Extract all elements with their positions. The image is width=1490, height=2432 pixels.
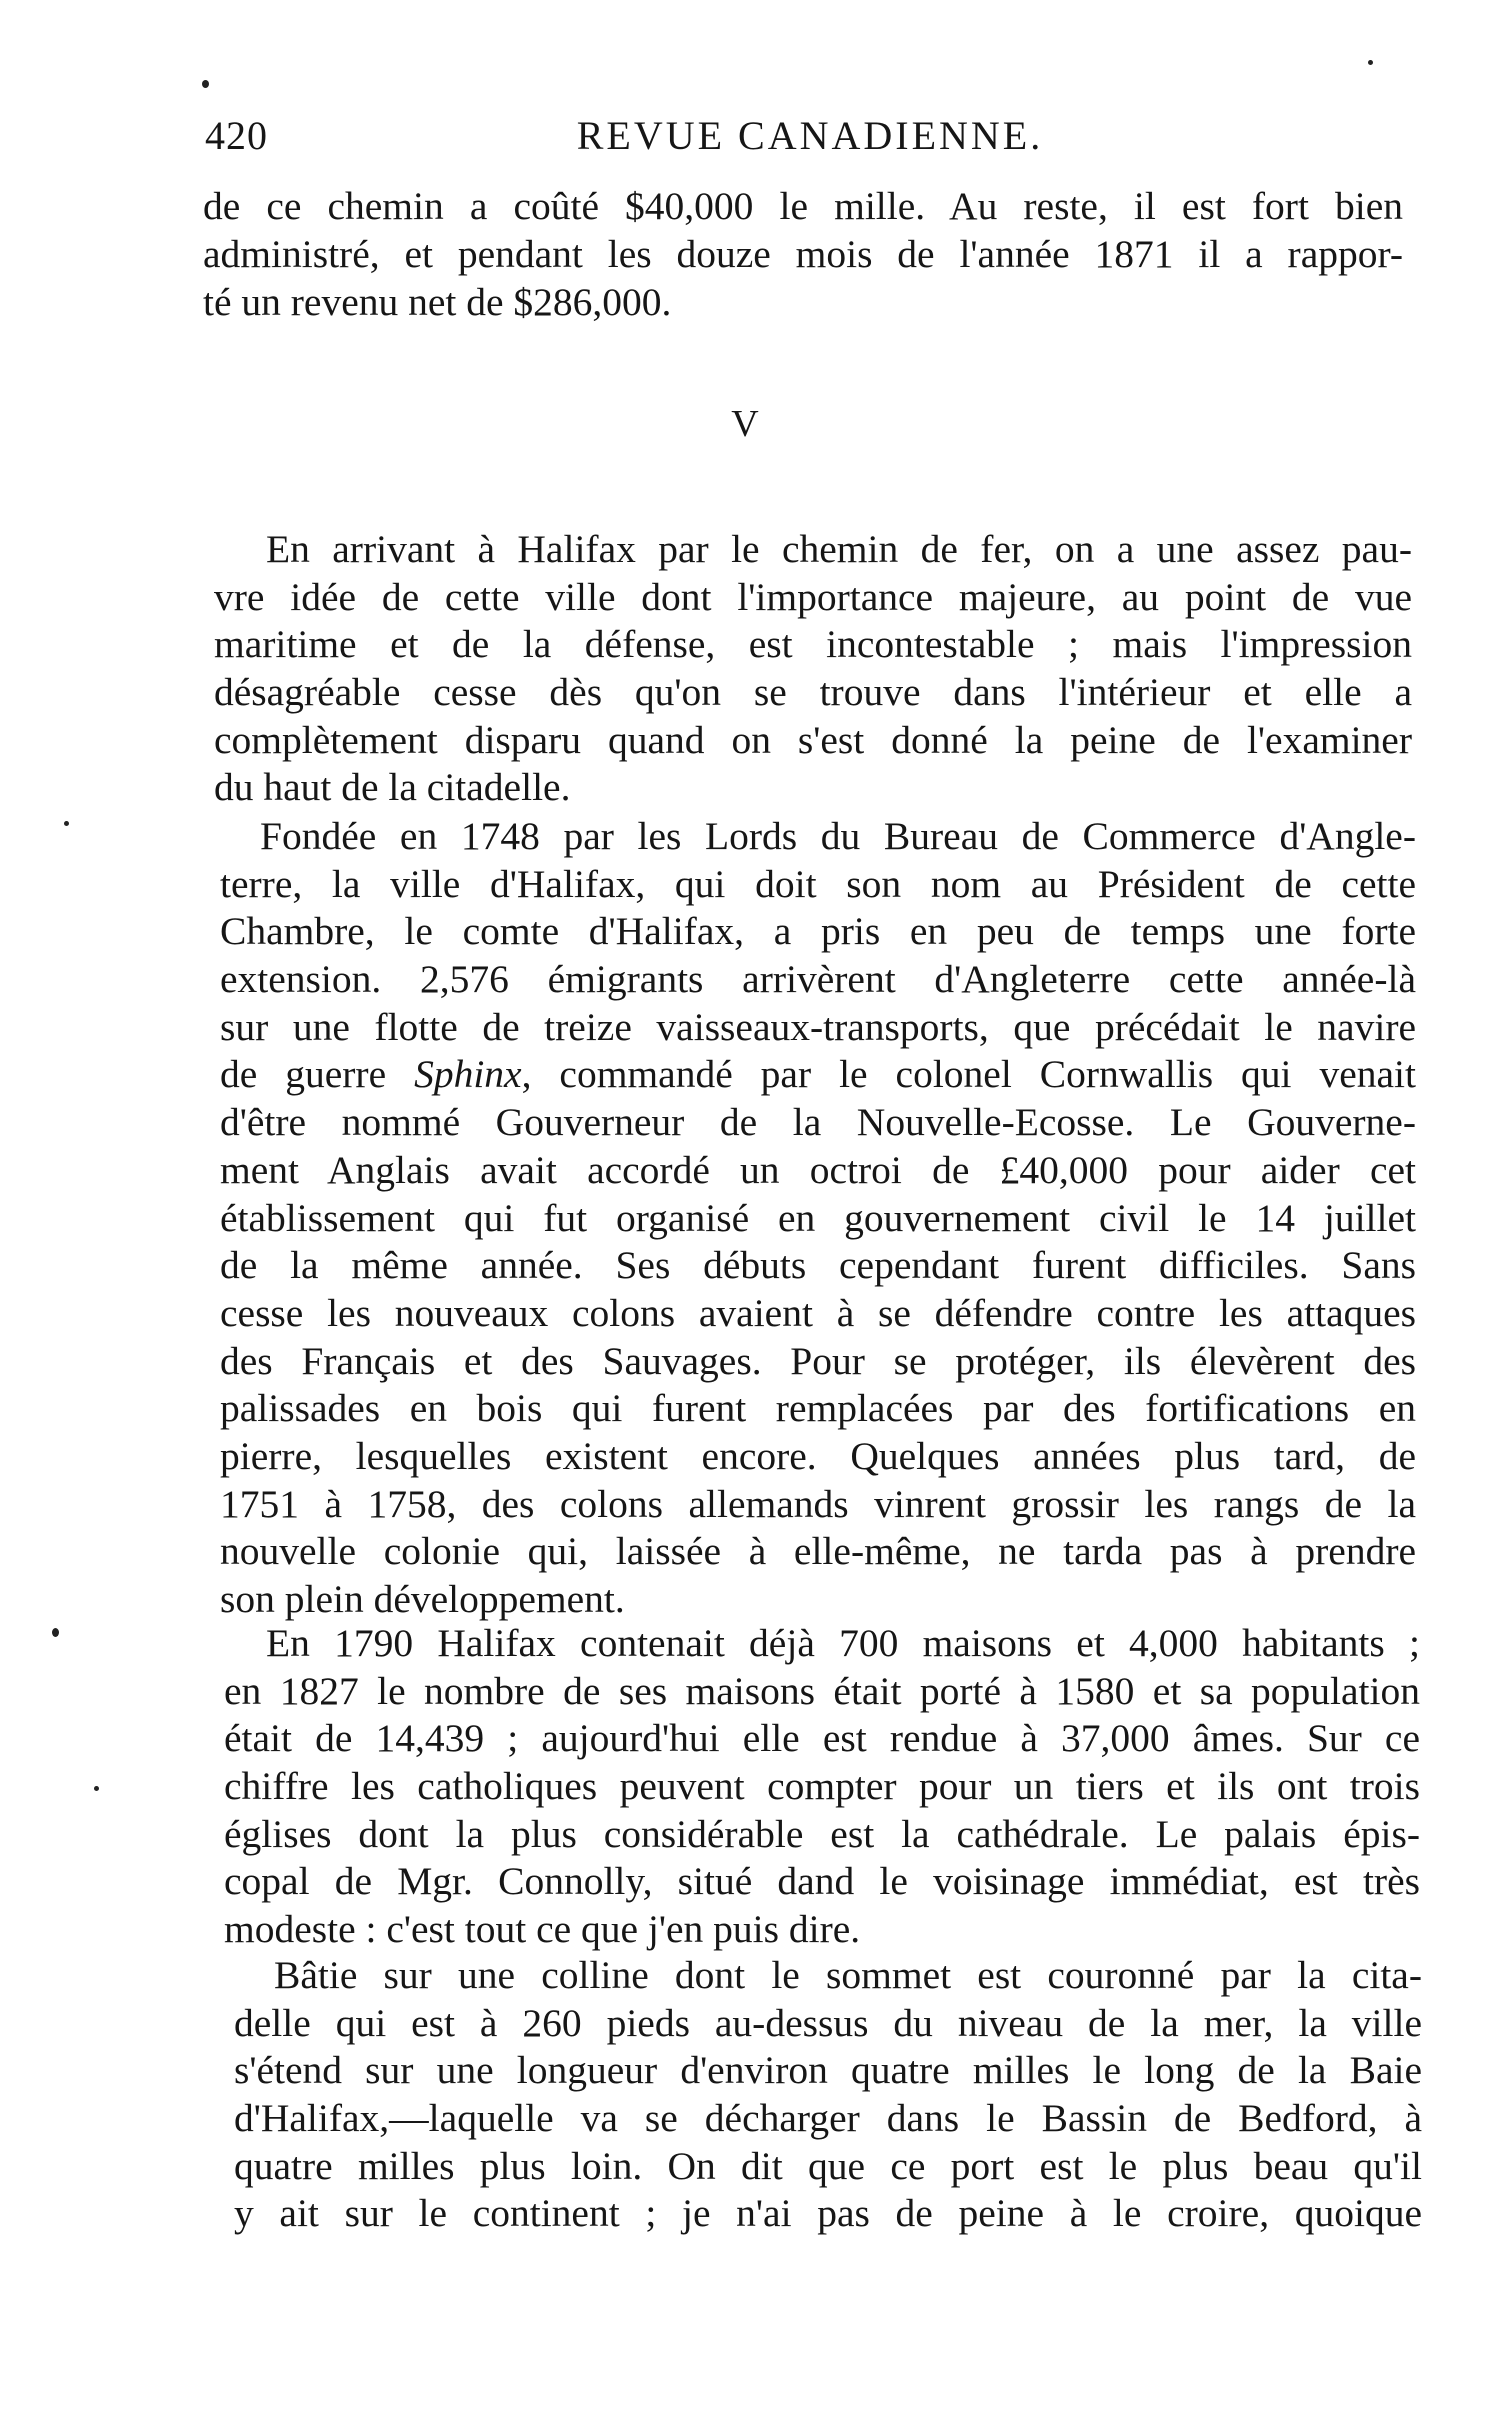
text-line: nouvelle colonie qui, laissée à elle-même, ne tarda pas à prendre	[220, 1529, 1416, 1574]
section-heading: V	[731, 403, 759, 445]
text-line: complètement disparu quand on s'est donné la peine de l'examiner	[214, 717, 1412, 762]
print-speck	[52, 1628, 59, 1637]
text-line: désagréable cesse dès qu'on se trouve dans l'intérieur et elle a	[214, 670, 1412, 715]
text-line: du haut de la citadelle.	[214, 765, 571, 810]
text-line: Chambre, le comte d'Halifax, a pris en peu de temps une forte	[220, 909, 1416, 954]
text-line: quatre milles plus loin. On dit que ce port est le plus beau qu'il	[234, 2143, 1422, 2188]
text-line: établissement qui fut organisé en gouvernement civil le 14 juillet	[220, 1195, 1416, 1240]
text-line: Bâtie sur une colline dont le sommet est couronné par la cita-	[274, 1953, 1422, 1997]
text-line: des Français et des Sauvages. Pour se protéger, ils élevèrent des	[220, 1338, 1416, 1383]
paragraph-founding	[220, 813, 1416, 1624]
print-speck	[64, 821, 69, 826]
text-line: Fondée en 1748 par les Lords du Bureau de Commerce d'Angle-	[260, 814, 1416, 858]
text-line: de la même année. Ses débuts cependant furent difficiles. Sans	[220, 1243, 1416, 1288]
text-line: sur une flotte de treize vaisseaux-transports, que précédait le navire	[220, 1004, 1416, 1049]
paragraph-population	[224, 1620, 1420, 1954]
text-line: d'être nommé Gouverneur de la Nouvelle-Ecosse. Le Gouverne-	[220, 1100, 1416, 1145]
text-line: copal de Mgr. Connolly, situé dand le voisinage immédiat, est très	[224, 1859, 1420, 1904]
text-line: terre, la ville d'Halifax, qui doit son nom au Président de cette	[220, 861, 1416, 906]
text-line: En 1790 Halifax contenait déjà 700 maisons et 4,000 habitants ;	[266, 1621, 1420, 1665]
text-line: était de 14,439 ; aujourd'hui elle est rendue à 37,000 âmes. Sur ce	[224, 1716, 1420, 1761]
text-line: de ce chemin a coûté $40,000 le mille. Au reste, il est fort bien	[203, 184, 1403, 228]
text-line: modeste : c'est tout ce que j'en puis dire.	[224, 1907, 861, 1952]
print-speck	[1368, 60, 1373, 65]
text-line: maritime et de la défense, est incontestable ; mais l'impression	[214, 622, 1412, 667]
text-line: chiffre les catholiques peuvent compter pour un tiers et ils ont trois	[224, 1764, 1420, 1809]
text-line: 1751 à 1758, des colons allemands vinrent grossir les rangs de la	[220, 1481, 1416, 1526]
text-line: En arrivant à Halifax par le chemin de fer, on a une assez pau-	[266, 527, 1412, 571]
text-line: palissades en bois qui furent remplacées par des fortifications en	[220, 1386, 1416, 1431]
page-header	[205, 112, 1415, 172]
running-title: REVUE CANADIENNE.	[576, 113, 1044, 158]
print-speck	[94, 1786, 99, 1791]
text-line: cesse les nouveaux colons avaient à se défendre contre les attaques	[220, 1290, 1416, 1335]
paragraph-site	[234, 1952, 1422, 2238]
text-line: y ait sur le continent ; je n'ai pas de peine à le croire, quoique	[234, 2191, 1422, 2236]
text-line: té un revenu net de $286,000.	[203, 280, 672, 324]
text-line: églises dont la plus considérable est la cathédrale. Le palais épis-	[224, 1811, 1420, 1856]
page-number: 420	[205, 113, 268, 158]
text-line: delle qui est à 260 pieds au-dessus du niveau de la mer, la ville	[234, 2000, 1422, 2045]
text-line: pierre, lesquelles existent encore. Quelques années plus tard, de	[220, 1433, 1416, 1478]
text-line: administré, et pendant les douze mois de l'année 1871 il a rappor-	[203, 232, 1403, 276]
text-line: extension. 2,576 émigrants arrivèrent d'Angleterre cette année-là	[220, 957, 1416, 1002]
text-line: d'Halifax,—laquelle va se décharger dans le Bassin de Bedford, à	[234, 2096, 1422, 2141]
text-line: ment Anglais avait accordé un octroi de £40,000 pour aider cet	[220, 1147, 1416, 1192]
paragraph-continuation	[203, 182, 1403, 326]
print-speck	[202, 80, 209, 88]
text-line: vre idée de cette ville dont l'importance majeure, au point de vue	[214, 574, 1412, 619]
text-line: s'étend sur une longueur d'environ quatre milles le long de la Baie	[234, 2048, 1422, 2093]
text-line: son plein développement.	[220, 1577, 625, 1621]
text-line: en 1827 le nombre de ses maisons était porté à 1580 et sa population	[224, 1668, 1420, 1713]
text-line: de guerre Sphinx, commandé par le colonel Cornwallis qui venait	[220, 1052, 1417, 1097]
paragraph-arrival	[214, 526, 1412, 812]
